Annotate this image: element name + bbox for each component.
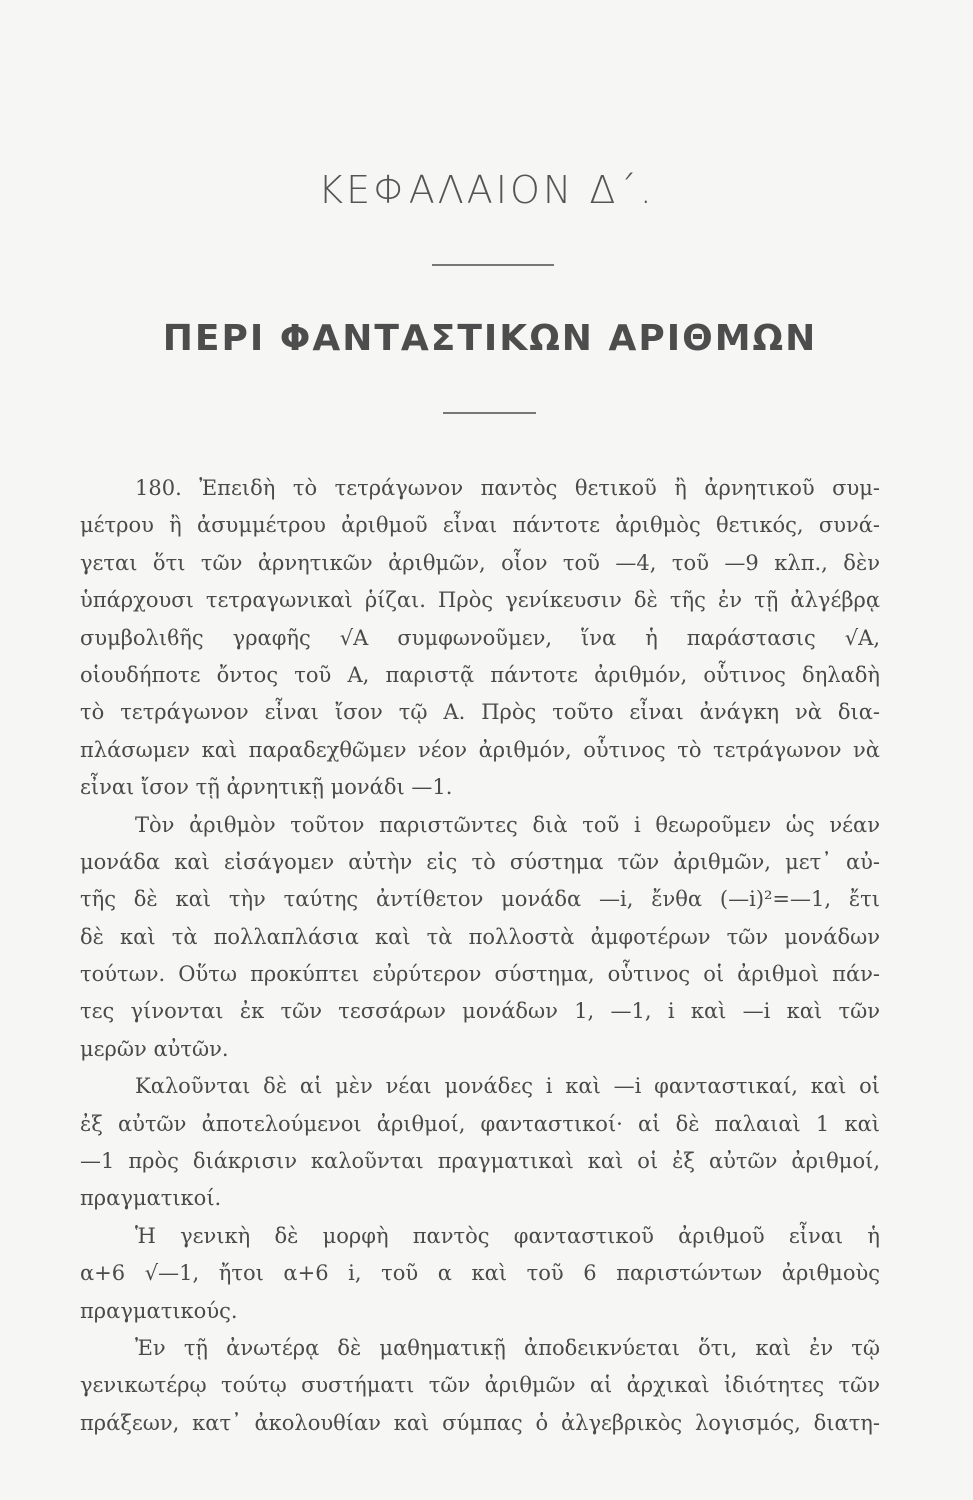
- text-line: εἶναι ἴσον τῇ ἀρνητικῇ μονάδι —1.: [80, 775, 453, 800]
- text-line: τες γίνονται ἐκ τῶν τεσσάρων μονάδων 1, —1, i καὶ —i καὶ τῶν: [80, 999, 880, 1024]
- divider-rule: [432, 264, 554, 266]
- text-line: Τὸν ἀριθμὸν τοῦτον παριστῶντες διὰ τοῦ i θεωροῦμεν ὡς νέαν: [135, 812, 880, 837]
- text-line: α+6 √—1, ἤτοι α+6 i, τοῦ α καὶ τοῦ 6 παριστώντων ἀριθμοὺς: [80, 1261, 880, 1286]
- text-line: συμβολιϐῆς γραφῆς √A συμφωνοῦμεν, ἵνα ἡ παράστασις √A,: [80, 625, 880, 650]
- text-line: πραγματικοί.: [80, 1186, 222, 1211]
- divider-rule: [443, 412, 536, 414]
- text-line: δὲ καὶ τὰ πολλαπλάσια καὶ τὰ πολλοστὰ ἀμφοτέρων τῶν μονάδων: [80, 924, 880, 949]
- text-line: Ἡ γενικὴ δὲ μορφὴ παντὸς φανταστικοῦ ἀριθμοῦ εἶναι ἡ: [135, 1223, 880, 1248]
- section-title: ΠΕΡΙ ΦΑΝΤΑΣΤΙΚΩΝ ΑΡΙΘΜΩΝ: [162, 318, 818, 359]
- text-line: πράξεων, κατ᾽ ἀκολουθίαν καὶ σύμπας ὁ ἀλγεβρικὸς λογισμός, διατη-: [80, 1410, 880, 1435]
- text-line: ὑπάρχουσι τετραγωνικαὶ ῥίζαι. Πρὸς γενίκευσιν δὲ τῆς ἐν τῇ ἀλγέβρᾳ: [80, 588, 880, 613]
- text-line: οἱουδήποτε ὄντος τοῦ Α, παριστᾷ πάντοτε ἀριθμόν, οὗτινος δηλαδὴ: [80, 662, 880, 687]
- text-line: τῆς δὲ καὶ τὴν ταύτης ἀντίθετον μονάδα —i, ἔνθα (—i)²=—1, ἔτι: [80, 887, 880, 912]
- text-line: τὸ τετράγωνον εἶναι ἴσον τῷ Α. Πρὸς τοῦτο εἶναι ἀνάγκη νὰ δια-: [80, 700, 880, 725]
- text-line: μερῶν αὐτῶν.: [80, 1036, 229, 1061]
- text-line: Ἐν τῇ ἀνωτέρᾳ δὲ μαθηματικῇ ἀποδεικνύεται ὅτι, καὶ ἐν τῷ: [135, 1335, 880, 1360]
- text-line: πραγματικούς.: [80, 1298, 238, 1323]
- body-text: [80, 470, 880, 1442]
- text-line: γεται ὅτι τῶν ἀρνητικῶν ἀριθμῶν, οἷον τοῦ —4, τοῦ —9 κλπ., δὲν: [80, 550, 880, 575]
- text-line: 180. Ἐπειδὴ τὸ τετράγωνον παντὸς θετικοῦ ἢ ἀρνητικοῦ συμ-: [135, 476, 880, 500]
- text-line: πλάσωμεν καὶ παραδεχθῶμεν νέον ἀριθμόν, οὗτινος τὸ τετράγωνον νὰ: [80, 737, 880, 762]
- text-line: μονάδα καὶ εἰσάγομεν αὐτὴν εἰς τὸ σύστημα τῶν ἀριθμῶν, μετ᾽ αὐ-: [80, 849, 880, 874]
- text-line: γενικωτέρῳ τούτῳ συστήματι τῶν ἀριθμῶν αἱ ἀρχικαὶ ἰδιότητες τῶν: [80, 1373, 880, 1398]
- chapter-title: ΚΕΦΑΛΑΙΟΝ Δ΄.: [318, 168, 655, 212]
- text-line: ἐξ αὐτῶν ἀποτελούμενοι ἀριθμοί, φανταστικοί· αἱ δὲ παλαιαὶ 1 καὶ: [80, 1111, 880, 1136]
- text-line: Καλοῦνται δὲ αἱ μὲν νέαι μονάδες i καὶ —i φανταστικαί, καὶ οἱ: [135, 1074, 880, 1099]
- text-line: —1 πρὸς διάκρισιν καλοῦνται πραγματικαὶ καὶ οἱ ἐξ αὐτῶν ἀριθμοί,: [80, 1149, 880, 1174]
- text-line: μέτρου ἢ ἀσυμμέτρου ἀριθμοῦ εἶναι πάντοτε ἀριθμὸς θετικός, συνά-: [80, 513, 880, 538]
- text-line: τούτων. Οὕτω προκύπτει εὐρύτερον σύστημα, οὗτινος οἱ ἀριθμοὶ πάν-: [80, 962, 880, 987]
